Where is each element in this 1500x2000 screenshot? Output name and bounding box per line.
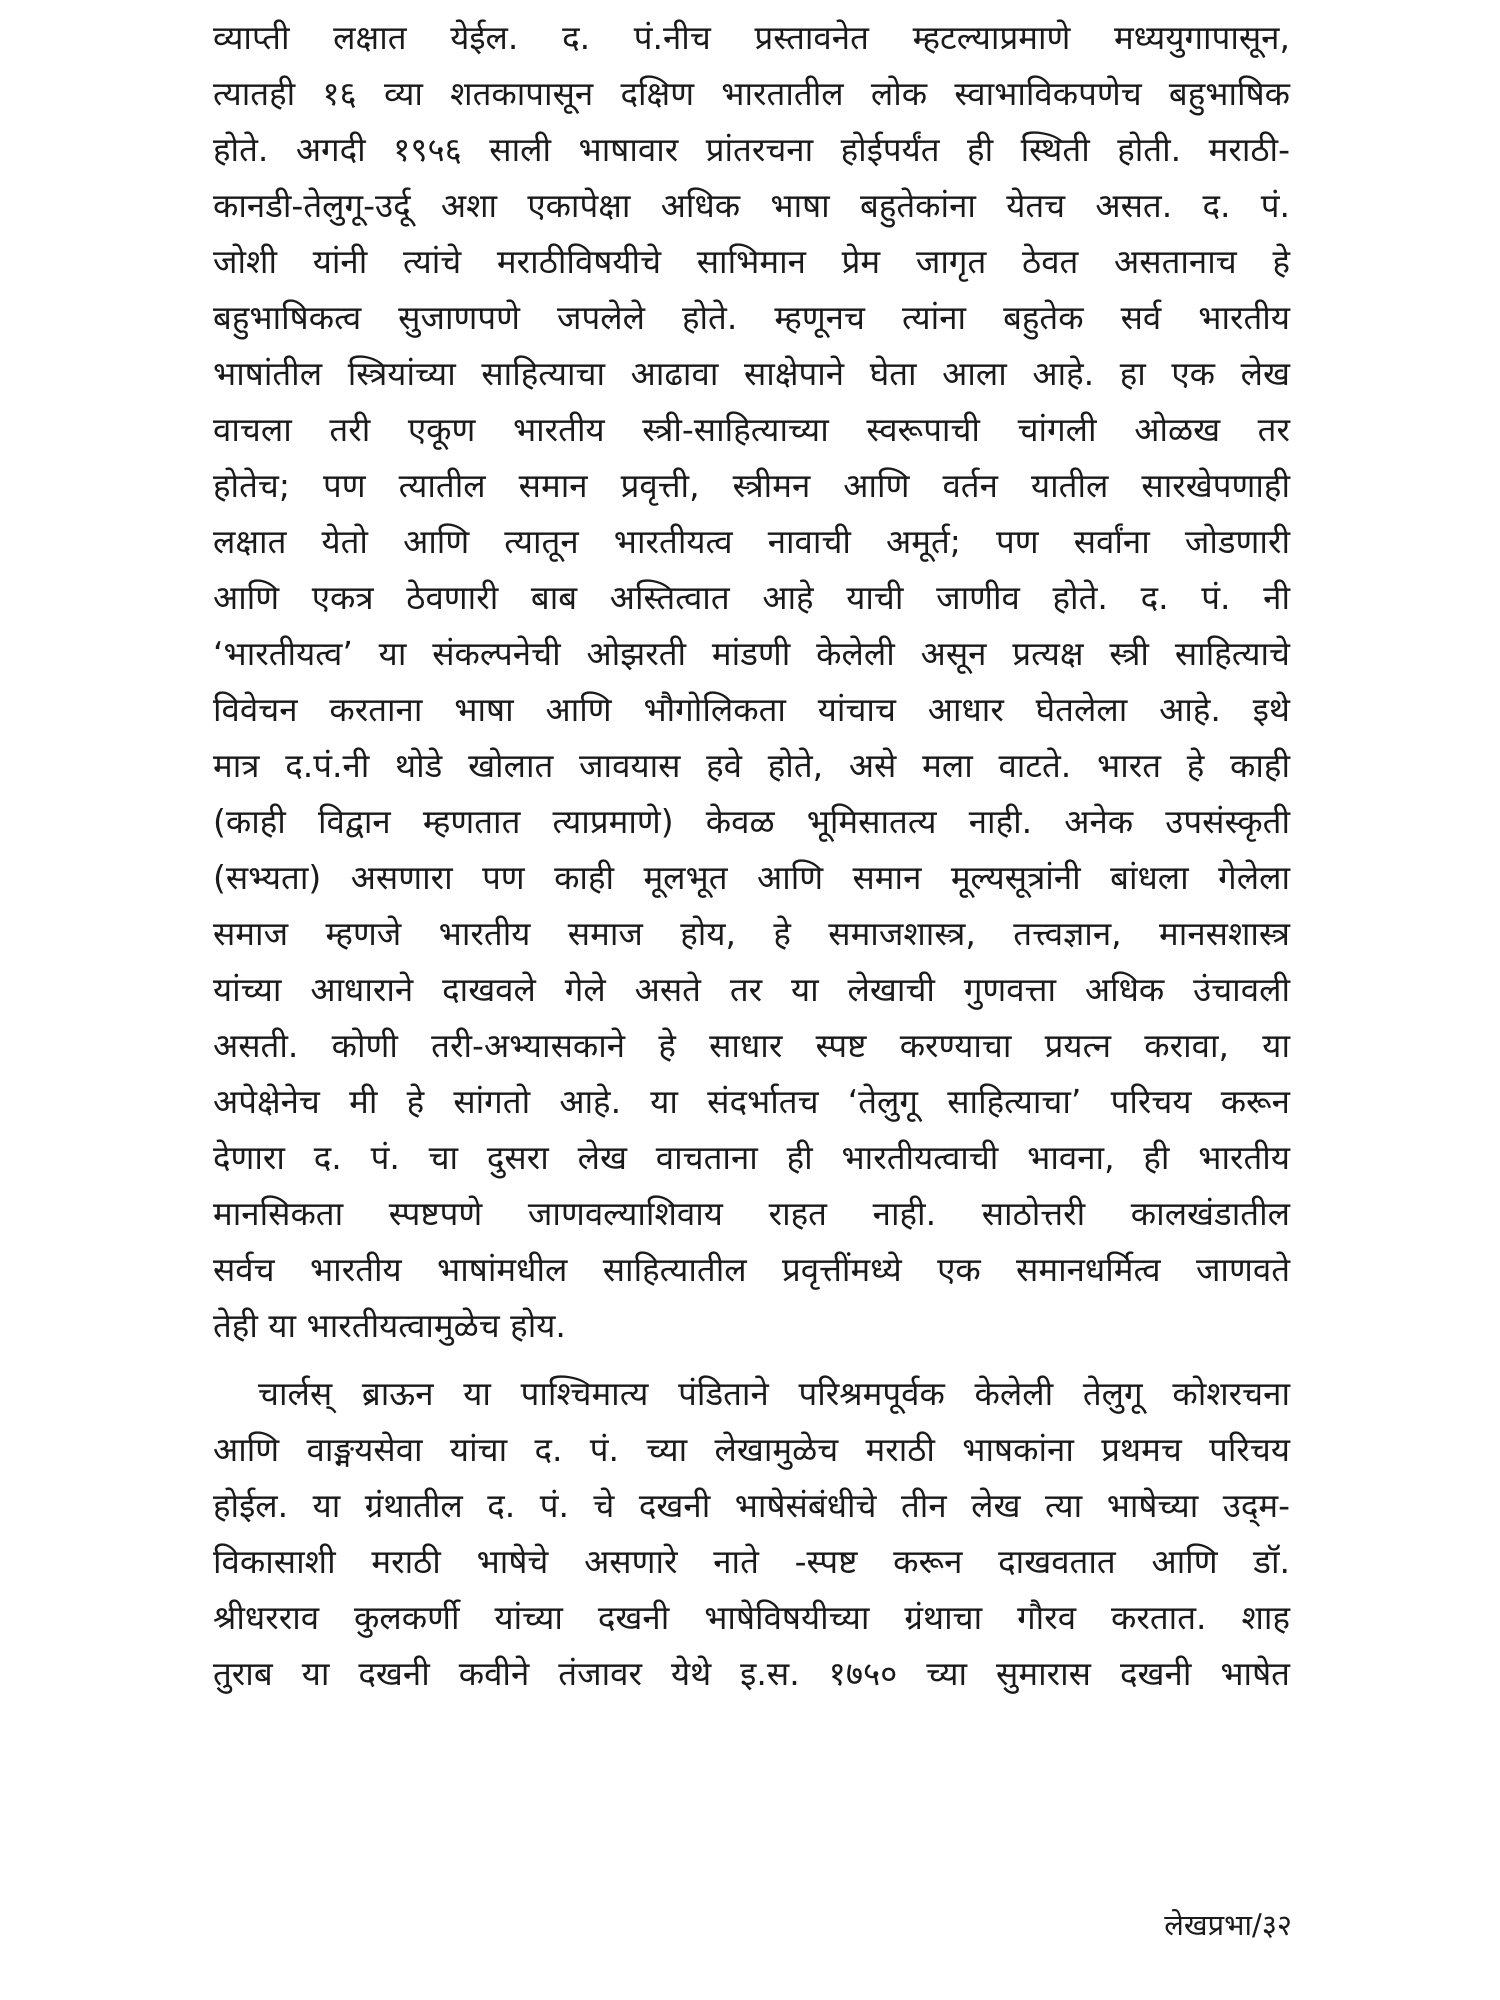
text-line: चार्लस् ब्राऊन या पाश्चिमात्य पंडिताने परिश्रमपूर्वक केलेली तेलुगू कोशरचना bbox=[258, 1374, 1290, 1413]
footer-separator: / bbox=[1252, 1908, 1262, 1942]
text-line: समाज म्हणजे भारतीय समाज होय, हे समाजशास्त्र, तत्त्वज्ञान, मानसशास्त्र bbox=[213, 914, 1290, 953]
text-line: कानडी-तेलुगू-उर्दू अशा एकापेक्षा अधिक भाषा बहुतेकांना येतच असत. द. पं. bbox=[213, 186, 1290, 225]
text-line: भाषांतील स्त्रियांच्या साहित्याचा आढावा साक्षेपाने घेता आला आहे. हा एक लेख bbox=[213, 354, 1290, 393]
text-line: विकासाशी मराठी भाषेचे असणारे नाते -स्पष्ट करून दाखवतात आणि डॉ. bbox=[213, 1542, 1290, 1581]
text-line: जोशी यांनी त्यांचे मराठीविषयीचे साभिमान प्रेम जागृत ठेवत असतानाच हे bbox=[213, 242, 1290, 281]
text-line: अपेक्षेनेच मी हे सांगतो आहे. या संदर्भातच ‘तेलुगू साहित्याचा’ परिचय करून bbox=[213, 1082, 1290, 1121]
text-line: (काही विद्वान म्हणतात त्याप्रमाणे) केवळ भूमिसातत्य नाही. अनेक उपसंस्कृती bbox=[213, 802, 1290, 841]
text-line: आणि वाङ्मयसेवा यांचा द. पं. च्या लेखामुळेच मराठी भाषकांना प्रथमच परिचय bbox=[213, 1430, 1290, 1469]
text-line: ‘भारतीयत्व’ या संकल्पनेची ओझरती मांडणी केलेली असून प्रत्यक्ष स्त्री साहित्याचे bbox=[213, 634, 1290, 673]
text-line: होईल. या ग्रंथातील द. पं. चे दखनी भाषेसंबंधीचे तीन लेख त्या भाषेच्या उद्‌म- bbox=[213, 1486, 1290, 1525]
text-line: (सभ्यता) असणारा पण काही मूलभूत आणि समान मूल्यसूत्रांनी बांधला गेलेला bbox=[213, 858, 1290, 897]
text-line: आणि एकत्र ठेवणारी बाब अस्तित्वात आहे याची जाणीव होते. द. पं. नी bbox=[213, 578, 1290, 617]
text-line: श्रीधरराव कुलकर्णी यांच्या दखनी भाषेविषयीच्या ग्रंथाचा गौरव करतात. शाह bbox=[213, 1598, 1290, 1637]
page-footer bbox=[1164, 1900, 1292, 1950]
text-line: देणारा द. पं. चा दुसरा लेख वाचताना ही भारतीयत्वाची भावना, ही भारतीय bbox=[213, 1138, 1290, 1177]
text-line: तेही या भारतीयत्वामुळेच होय. bbox=[213, 1306, 566, 1345]
text-line: वाचला तरी एकूण भारतीय स्त्री-साहित्याच्या स्वरूपाची चांगली ओळख तर bbox=[213, 410, 1290, 449]
text-line: तुराब या दखनी कवीने तंजावर येथे इ.स. १७५० च्या सुमारास दखनी भाषेत bbox=[213, 1654, 1290, 1693]
text-line: सर्वच भारतीय भाषांमधील साहित्यातील प्रवृत्तींमध्ये एक समानधर्मित्व जाणवते bbox=[213, 1250, 1290, 1289]
text-line: यांच्या आधाराने दाखवले गेले असते तर या लेखाची गुणवत्ता अधिक उंचावली bbox=[213, 970, 1290, 1009]
running-title: लेखप्रभा bbox=[1164, 1908, 1253, 1942]
text-line: बहुभाषिकत्व सुजाणपणे जपलेले होते. म्हणूनच त्यांना बहुतेक सर्व भारतीय bbox=[213, 298, 1290, 337]
text-line: मात्र द.पं.नी थोडे खोलात जावयास हवे होते, असे मला वाटते. भारत हे काही bbox=[213, 746, 1290, 785]
text-line: लक्षात येतो आणि त्यातून भारतीयत्व नावाची अमूर्त; पण सर्वांना जोडणारी bbox=[213, 522, 1290, 561]
text-line: त्यातही १६ व्या शतकापासून दक्षिण भारतातील लोक स्वाभाविकपणेच बहुभाषिक bbox=[213, 74, 1290, 113]
text-line: मानसिकता स्पष्टपणे जाणवल्याशिवाय राहत नाही. साठोत्तरी कालखंडातील bbox=[213, 1194, 1290, 1233]
text-line: व्याप्ती लक्षात येईल. द. पं.नीच प्रस्तावनेत म्हटल्याप्रमाणे मध्ययुगापासून, bbox=[213, 18, 1290, 57]
text-line: विवेचन करताना भाषा आणि भौगोलिकता यांचाच आधार घेतलेला आहे. इथे bbox=[213, 690, 1290, 729]
text-line: होतेच; पण त्यातील समान प्रवृत्ती, स्त्रीमन आणि वर्तन यातील सारखेपणाही bbox=[213, 466, 1290, 505]
text-line: असती. कोणी तरी-अभ्यासकाने हे साधार स्पष्ट करण्याचा प्रयत्न करावा, या bbox=[213, 1026, 1290, 1065]
page-number: ३२ bbox=[1261, 1908, 1292, 1942]
text-line: होते. अगदी १९५६ साली भाषावार प्रांतरचना होईपर्यंत ही स्थिती होती. मराठी- bbox=[213, 130, 1290, 169]
